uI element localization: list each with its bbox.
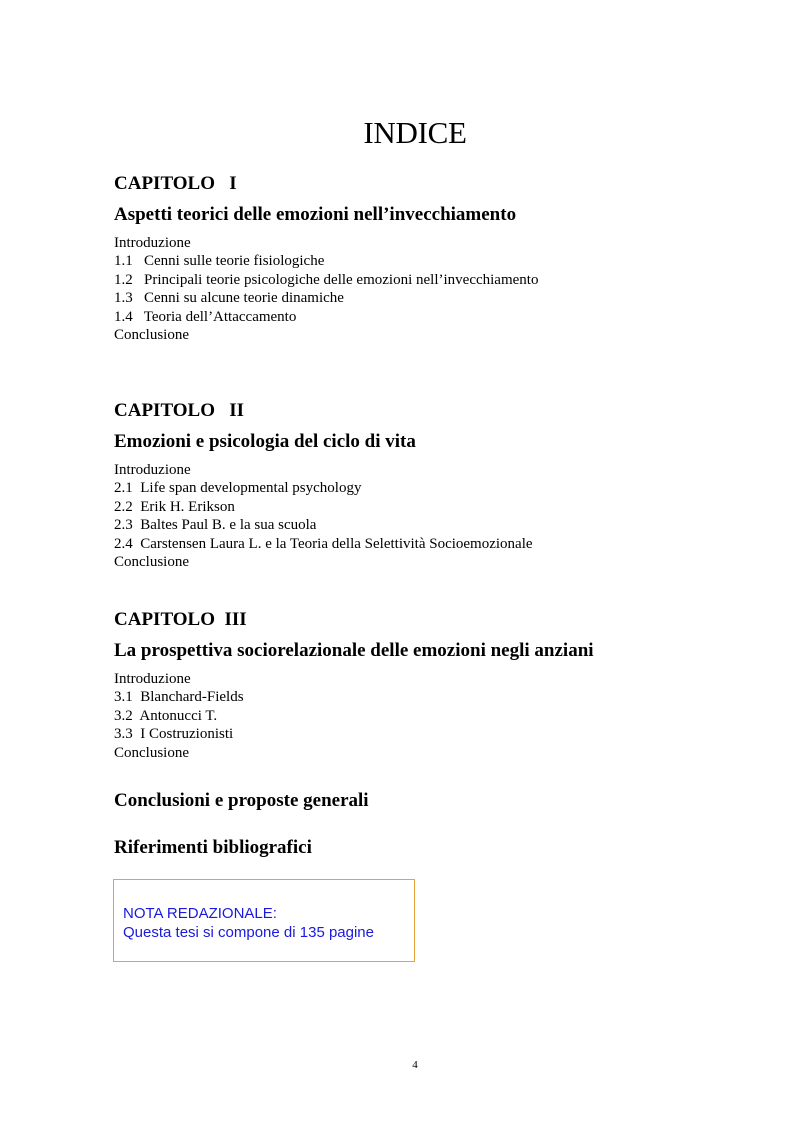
- toc-entry: 3.2 Antonucci T.: [114, 707, 218, 724]
- toc-entry: Introduzione: [114, 462, 191, 478]
- chapter-2-title: Emozioni e psicologia del ciclo di vita: [114, 431, 416, 452]
- chapter-2: [114, 399, 754, 571]
- editorial-note-text: Questa tesi si compone di 135 pagine: [123, 924, 374, 941]
- editorial-note-box: [113, 879, 415, 962]
- chapter-1: [114, 172, 754, 344]
- references-heading: Riferimenti bibliografici: [114, 837, 312, 858]
- toc-entry: 2.2 Erik H. Erikson: [114, 498, 235, 515]
- page-title: INDICE: [363, 115, 467, 150]
- toc-entry: Conclusione: [114, 554, 189, 571]
- chapter-1-title: Aspetti teorici delle emozioni nell’invecchiamento: [114, 204, 517, 225]
- chapter-3-entries: [114, 670, 754, 762]
- toc-entry: 1.1 Cenni sulle teorie fisiologiche: [114, 253, 325, 270]
- toc-entry: Conclusione: [114, 744, 189, 761]
- toc-entry: 2.4 Carstensen Laura L. e la Teoria della Selettività Socioemozionale: [114, 535, 533, 552]
- chapter-2-label: CAPITOLO II: [114, 400, 245, 421]
- conclusions-heading: Conclusioni e proposte generali: [114, 790, 369, 811]
- toc-entry: 1.3 Cenni su alcune teorie dinamiche: [114, 290, 344, 307]
- chapter-3: [114, 608, 754, 762]
- chapter-3-title: La prospettiva sociorelazionale delle emozioni negli anziani: [114, 640, 594, 661]
- toc-entry: 3.3 I Costruzionisti: [114, 726, 234, 743]
- chapter-1-entries: [114, 234, 754, 344]
- toc-entry: 1.4 Teoria dell’Attaccamento: [114, 308, 297, 325]
- toc-entry: 2.3 Baltes Paul B. e la sua scuola: [114, 517, 317, 534]
- chapter-1-label: CAPITOLO I: [114, 173, 237, 194]
- editorial-note-heading: NOTA REDAZIONALE:: [123, 905, 277, 922]
- toc-entry: 2.1 Life span developmental psychology: [114, 480, 362, 497]
- toc-entry: 1.2 Principali teorie psicologiche delle emozioni nell’invecchiamento: [114, 271, 539, 288]
- chapter-3-label: CAPITOLO III: [114, 609, 247, 630]
- page-number: 4: [412, 1059, 418, 1071]
- toc-entry: Introduzione: [114, 235, 191, 251]
- toc-entry: Conclusione: [114, 327, 189, 344]
- toc-entry: Introduzione: [114, 671, 191, 687]
- chapter-2-entries: [114, 461, 754, 571]
- toc-entry: 3.1 Blanchard-Fields: [114, 689, 244, 706]
